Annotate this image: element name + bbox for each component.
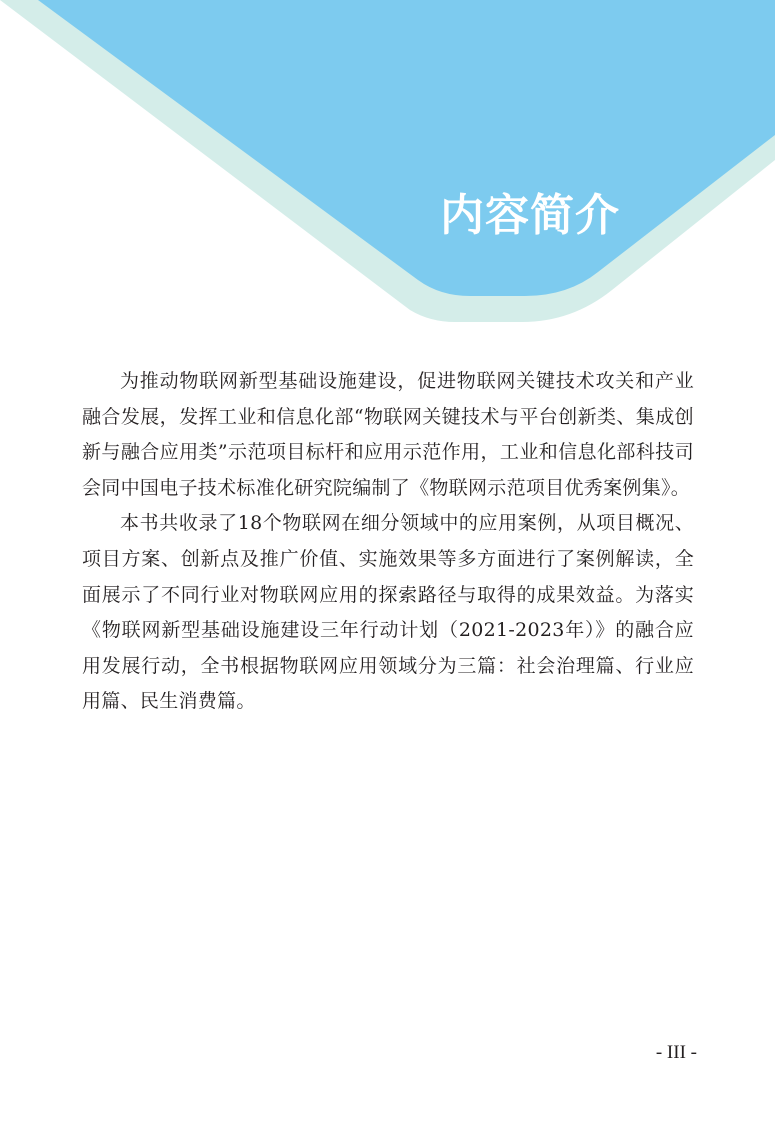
paragraph-2: 本书共收录了18个物联网在细分领域中的应用案例，从项目概况、项目方案、创新点及推广价值、实施效果等多方面进行了案例解读，全面展示了不同行业对物联网应用的探索路径与取得的成果效益。为落实《物联网新型基础设施建设三年行动计划（2021-2023年）》的融合应用发展行动，全书根据物联网应用领域分为三篇：社会治理篇、行业应用篇、民生消费篇。 xyxy=(82,512,694,713)
header-banner xyxy=(0,0,775,330)
introduction-body xyxy=(82,364,694,720)
banner-main-shape xyxy=(38,0,775,296)
page-number: - III - xyxy=(655,1042,697,1063)
page-title: 内容简介 xyxy=(440,190,620,241)
paragraph-1: 为推动物联网新型基础设施建设，促进物联网关键技术攻关和产业融合发展，发挥工业和信息化部“物联网关键技术与平台创新类、集成创新与融合应用类”示范项目标杆和应用示范作用，工业和信息化部科技司会同中国电子技术标准化研究院编制了《物联网示范项目优秀案例集》。 xyxy=(82,370,694,499)
